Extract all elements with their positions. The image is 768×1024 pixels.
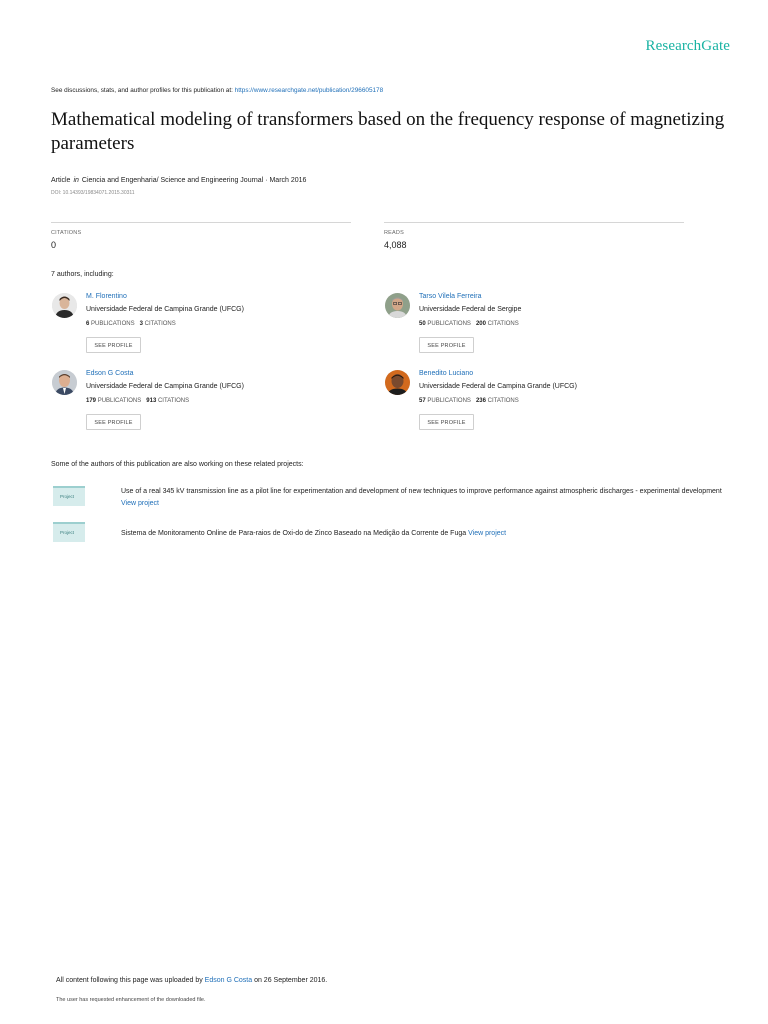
publication-title: Mathematical modeling of transformers based on the frequency response of magnetizing parameters <box>51 109 725 154</box>
journal-info: Ciencia and Engenharia/ Science and Engineering Journal · March 2016 <box>81 177 307 184</box>
view-project-link[interactable]: View project <box>121 500 160 507</box>
publication-type: Article <box>51 177 71 184</box>
publications-label: PUBLICATIONS <box>91 321 135 327</box>
citations-count: 3 <box>139 321 143 327</box>
publications-label: PUBLICATIONS <box>427 398 471 404</box>
see-profile-button[interactable]: SEE PROFILE <box>86 337 141 353</box>
citations-value: 0 <box>51 240 57 250</box>
citations-count: 200 <box>475 321 486 327</box>
discussion-line <box>51 87 383 94</box>
upload-suffix: on 26 September 2016. <box>252 977 328 984</box>
enhancement-note: The user has requested enhancement of the downloaded file. <box>56 997 206 1003</box>
author-name[interactable]: Edson G Costa <box>86 370 134 377</box>
avatar[interactable] <box>52 370 77 395</box>
discussion-prefix: See discussions, stats, and author profiles for this publication at: <box>51 87 235 94</box>
author-name[interactable]: Tarso Vilela Ferreira <box>419 293 482 300</box>
doi: DOI: 10.14393/19834071.2015.30311 <box>51 190 135 196</box>
avatar[interactable] <box>52 293 77 318</box>
author-name[interactable]: Benedito Luciano <box>419 370 474 377</box>
project-icon: Project <box>53 486 85 506</box>
publications-label: PUBLICATIONS <box>427 321 471 327</box>
reads-value: 4,088 <box>384 240 407 250</box>
view-project-link[interactable]: View project <box>468 530 507 537</box>
see-profile-button[interactable]: SEE PROFILE <box>419 414 474 430</box>
avatar[interactable] <box>385 370 410 395</box>
project-text: Sistema de Monitoramento Online de Para-raios de Oxi-do de Zinco Baseado na Medição da Corrente de Fuga <box>121 530 467 537</box>
author-institution: Universidade Federal de Campina Grande (UFCG) <box>86 306 244 313</box>
in-word: in <box>73 177 79 184</box>
author-institution: Universidade Federal de Sergipe <box>419 306 522 313</box>
author-photo-icon <box>52 370 77 395</box>
project-description <box>121 528 731 540</box>
author-stats <box>86 398 189 404</box>
publications-count: 57 <box>419 398 426 404</box>
citations-divider <box>51 222 351 223</box>
citations-label: CITATIONS <box>487 321 519 327</box>
citations-label: CITATIONS <box>51 230 82 236</box>
projects-heading: Some of the authors of this publication are also working on these related projects: <box>51 461 304 468</box>
project-text: Use of a real 345 kV transmission line as a pilot line for experimentation and development of new techniques to improve performance against atmospheric discharges - experimental development <box>121 488 722 495</box>
see-profile-button[interactable]: SEE PROFILE <box>419 337 474 353</box>
publications-count: 6 <box>86 321 90 327</box>
author-institution: Universidade Federal de Campina Grande (UFCG) <box>86 383 244 390</box>
project-description <box>121 486 731 510</box>
see-profile-button[interactable]: SEE PROFILE <box>86 414 141 430</box>
authors-heading: 7 authors, including: <box>51 271 114 278</box>
avatar[interactable] <box>385 293 410 318</box>
upload-prefix: All content following this page was uploaded by <box>56 977 205 984</box>
publications-label: PUBLICATIONS <box>97 398 142 404</box>
researchgate-logo[interactable]: ResearchGate <box>645 38 730 54</box>
author-stats <box>419 398 519 404</box>
citations-label: CITATIONS <box>487 398 519 404</box>
reads-divider <box>384 222 684 223</box>
publications-count: 179 <box>86 398 97 404</box>
author-photo-icon <box>385 293 410 318</box>
project-icon: Project <box>53 522 85 542</box>
citations-label: CITATIONS <box>157 398 190 404</box>
reads-label: READS <box>384 230 404 236</box>
author-name[interactable]: M. Florentino <box>86 293 127 300</box>
citations-count: 913 <box>146 398 157 404</box>
author-photo-icon <box>385 370 410 395</box>
author-photo-icon <box>52 293 77 318</box>
citations-label: CITATIONS <box>144 321 176 327</box>
author-stats <box>86 321 176 327</box>
author-stats <box>419 321 519 327</box>
upload-note <box>56 977 327 984</box>
author-institution: Universidade Federal de Campina Grande (UFCG) <box>419 383 577 390</box>
uploader-link[interactable]: Edson G Costa <box>204 977 253 984</box>
publication-meta <box>51 177 306 184</box>
citations-count: 236 <box>475 398 486 404</box>
publications-count: 50 <box>419 321 426 327</box>
publication-link[interactable]: https://www.researchgate.net/publication/296605178 <box>234 87 384 94</box>
